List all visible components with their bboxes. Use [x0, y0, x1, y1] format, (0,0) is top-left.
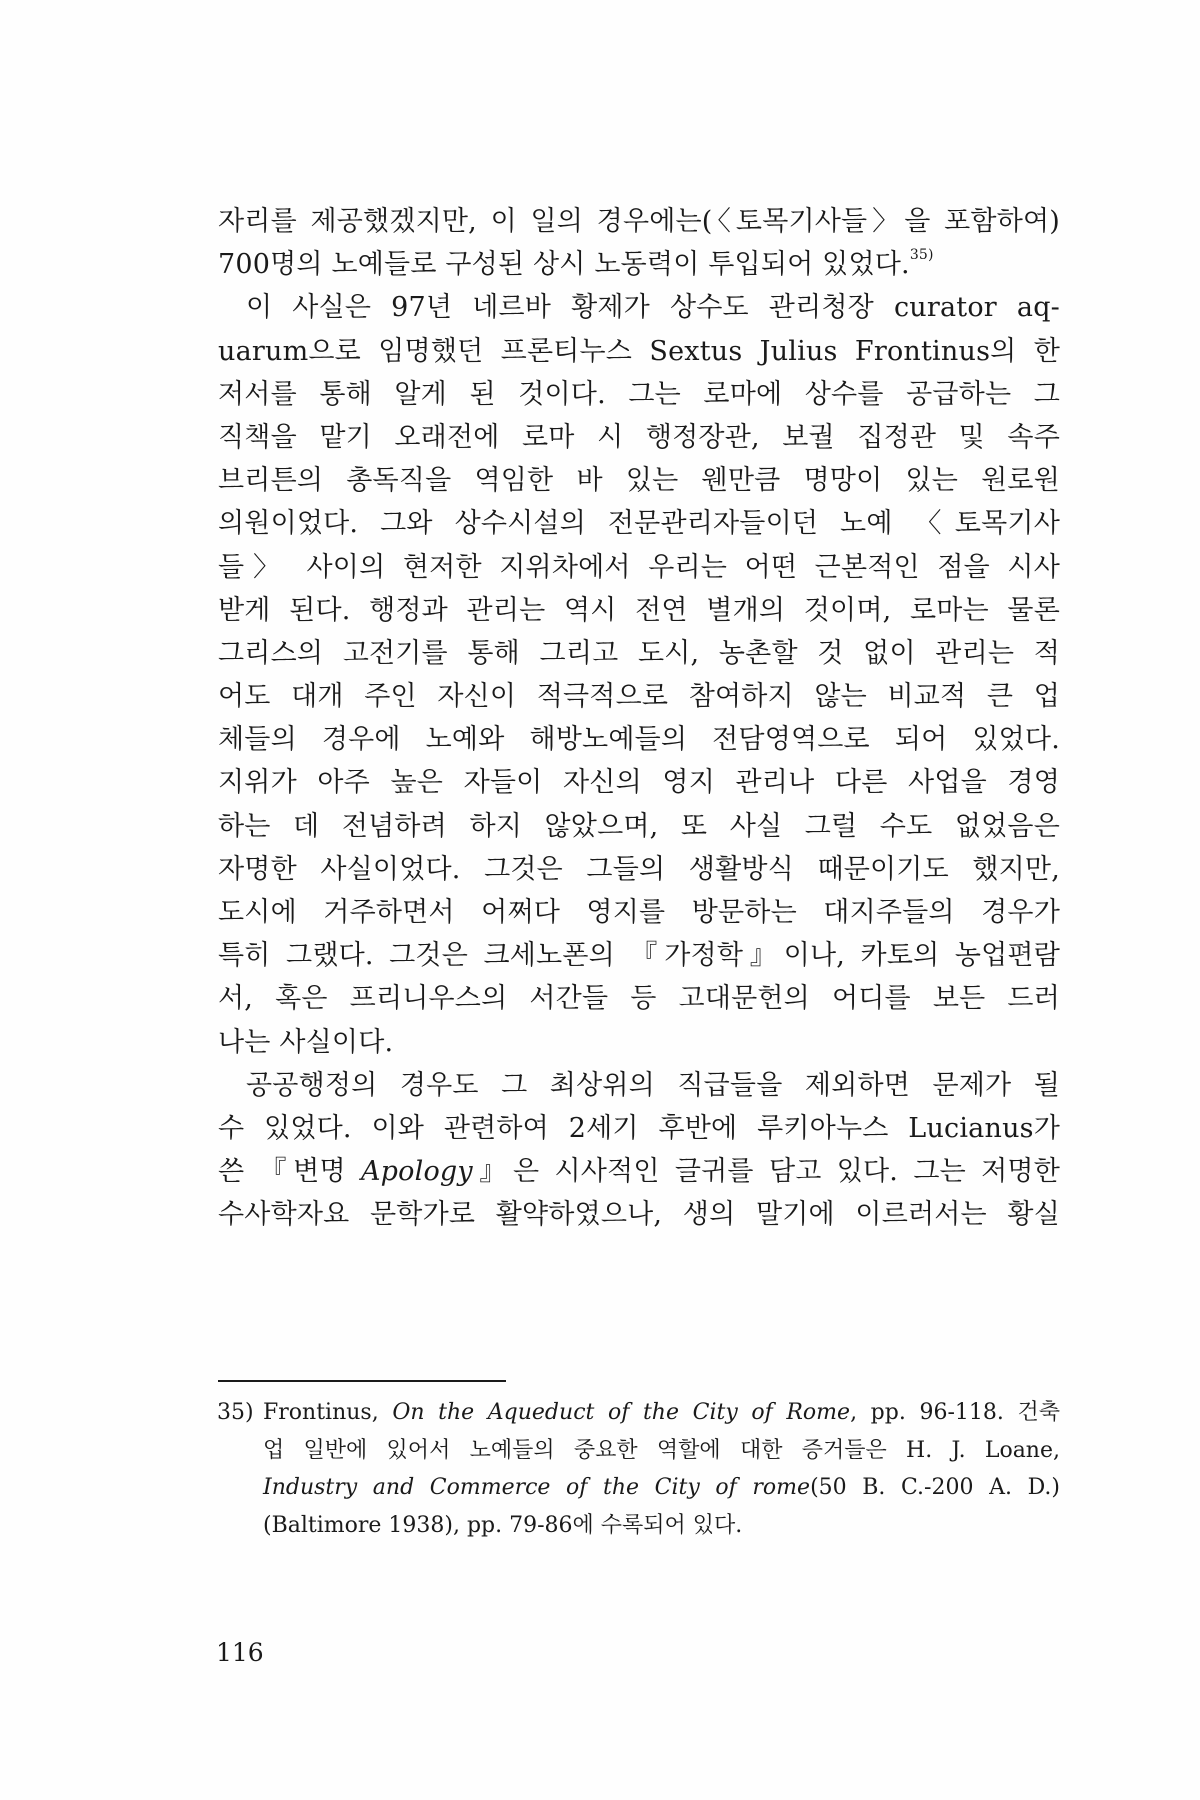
italic-title: Industry and Commerce of the City of rome: [263, 1475, 811, 1500]
text-span: 브리튼의 총독직을 역임한 바 있는 웬만큼 명망이 있는 원로원: [218, 465, 1060, 497]
text-span: uarum으로 임명했던 프론티누스 Sextus Julius Frontinus의 한: [218, 335, 1060, 367]
text-span: Frontinus,: [263, 1400, 393, 1425]
footnote-reference: 35): [909, 247, 934, 264]
text-span: 지위가 아주 높은 자들이 자신의 영지 관리나 다른 사업을 경영: [218, 767, 1060, 799]
text-span: 특히 그랬다. 그것은 크세노폰의 『가정학』이나, 카토의 농업편람: [218, 940, 1060, 972]
text-span: , pp. 96-118. 건축: [850, 1400, 1060, 1425]
text-line: [218, 805, 1060, 848]
text-line: [218, 589, 1060, 632]
text-line: [218, 1064, 1060, 1107]
text-line: [218, 1107, 1060, 1150]
text-line: [218, 330, 1060, 373]
body-text: [218, 200, 1060, 1237]
italic-title: Apology: [360, 1156, 473, 1188]
text-line: [218, 977, 1060, 1020]
text-span: 쓴 『변명: [218, 1156, 361, 1188]
text-span: 수 있었다. 이와 관련하여 2세기 후반에 루키아누스 Lucianus가: [218, 1112, 1060, 1144]
footnote-line: [263, 1469, 1060, 1507]
text-span: (Baltimore 1938), pp. 79-86에 수록되어 있다.: [263, 1512, 743, 1538]
text-line: [218, 632, 1060, 675]
text-span: 저서를 통해 알게 된 것이다. 그는 로마에 상수를 공급하는 그: [218, 378, 1060, 410]
text-span: 그리스의 고전기를 통해 그리고 도시, 농촌할 것 없이 관리는 적: [218, 637, 1060, 669]
text-line: [218, 546, 1060, 589]
text-span: 자리를 제공했겠지만, 이 일의 경우에는(〈토목기사들〉을 포함하여): [218, 206, 1060, 237]
text-span: 서, 혹은 프리니우스의 서간들 등 고대문헌의 어디를 보든 드러: [218, 983, 1060, 1015]
text-span: 하는 데 전념하려 하지 않았으며, 또 사실 그럴 수도 없었음은: [218, 810, 1060, 842]
text-span: (50 B. C.-200 A. D.): [810, 1475, 1060, 1500]
italic-title: On the Aqueduct of the City of Rome: [392, 1400, 851, 1425]
text-line: [218, 1193, 1060, 1236]
text-line: [218, 761, 1060, 804]
text-span: 어도 대개 주인 자신이 적극적으로 참여하지 않는 비교적 큰 업: [218, 681, 1060, 713]
text-span: 자명한 사실이었다. 그것은 그들의 생활방식 때문이기도 했지만,: [218, 853, 1060, 885]
text-span: 업 일반에 있어서 노예들의 중요한 역할에 대한 증거들은 H. J. Loane,: [263, 1437, 1060, 1463]
text-span: 공공행정의 경우도 그 최상위의 직급들을 제외하면 문제가 될: [246, 1069, 1060, 1101]
text-line: [218, 459, 1060, 502]
text-span: 나는 사실이다.: [218, 1026, 394, 1058]
text-span: 체들의 경우에 노예와 해방노예들의 전담영역으로 되어 있었다.: [218, 724, 1060, 756]
text-line: [218, 200, 1060, 243]
text-span: 의원이었다. 그와 상수시설의 전문관리자들이던 노예 〈토목기사: [218, 508, 1060, 540]
footnote-block: [217, 1394, 1060, 1544]
page-number: 116: [216, 1638, 264, 1667]
text-span: 이 사실은 97년 네르바 황제가 상수도 관리청장 curator aq-: [246, 292, 1060, 324]
text-line: [218, 416, 1060, 459]
footnote-separator: [218, 1380, 506, 1382]
text-line: [218, 1021, 1060, 1064]
text-line: [218, 675, 1060, 718]
text-line: [218, 891, 1060, 934]
text-line: [218, 934, 1060, 977]
text-span: 』은 시사적인 글귀를 담고 있다. 그는 저명한: [472, 1156, 1060, 1188]
footnote-number: 35): [217, 1400, 254, 1425]
text-span: 직책을 맡기 오래전에 로마 시 행정장관, 보궐 집정관 및 속주: [218, 421, 1060, 453]
text-span: 들〉 사이의 현저한 지위차에서 우리는 어떤 근본적인 점을 시사: [218, 551, 1060, 583]
text-line: [218, 1150, 1060, 1193]
text-span: 도시에 거주하면서 어쩌다 영지를 방문하는 대지주들의 경우가: [218, 897, 1060, 928]
text-line: [218, 286, 1060, 329]
footnote-line: [217, 1394, 1060, 1432]
footnote-line: [263, 1507, 1060, 1545]
footnote-line: [263, 1432, 1060, 1470]
text-span: 수사학자요 문학가로 활약하였으나, 생의 말기에 이르러서는 황실: [218, 1199, 1060, 1231]
text-line: [218, 243, 1060, 286]
text-line: [218, 718, 1060, 761]
text-line: [218, 373, 1060, 416]
text-line: [218, 848, 1060, 891]
text-line: [218, 502, 1060, 545]
text-span: 받게 된다. 행정과 관리는 역시 전연 별개의 것이며, 로마는 물론: [218, 594, 1060, 626]
text-span: 700명의 노예들로 구성된 상시 노동력이 투입되어 있었다.: [218, 249, 910, 281]
